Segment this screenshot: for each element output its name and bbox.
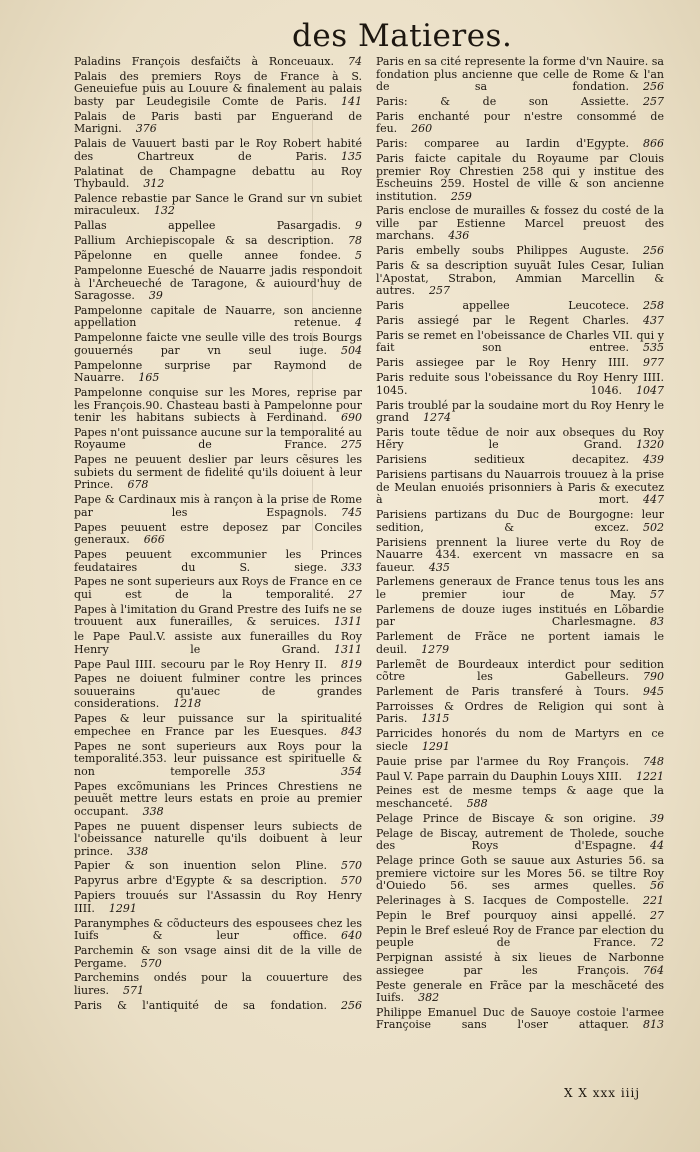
page-reference: 678 bbox=[127, 478, 149, 492]
right-index-entry bbox=[376, 300, 664, 313]
left-index-entry bbox=[74, 604, 362, 629]
entry-text: Paris assiegé par le Regent Charles. bbox=[376, 314, 629, 328]
entry-text: Paris troublé par la soudaine mort du Roy Henry le grand bbox=[376, 398, 664, 425]
page-reference: 447 bbox=[643, 493, 664, 507]
right-index-entry bbox=[376, 260, 664, 298]
page-reference: 437 bbox=[643, 314, 664, 328]
entry-text: Parlemens de douze iuges institués en Lõbardie par Charlesmagne. bbox=[376, 602, 664, 629]
page-reference: 74 bbox=[348, 55, 362, 68]
page-reference: 435 bbox=[428, 560, 450, 574]
right-index-entry bbox=[376, 56, 664, 94]
entry-text: Papier & son inuention selon Pline. bbox=[74, 859, 327, 873]
page-reference: 44 bbox=[650, 839, 664, 853]
left-index-entry bbox=[74, 972, 362, 997]
left-index-entry bbox=[74, 220, 362, 233]
entry-text: Pampelonne Euesché de Nauarre jadis respondoit à l'Archeueché de Taragone, & auiourd'huy de Saragosse. bbox=[74, 264, 362, 303]
entry-text: Parlemens generaux de France tenus tous les ans le premier iour de May. bbox=[376, 575, 664, 601]
right-index-entry bbox=[376, 153, 664, 203]
entry-text: Paladins François desfaičts à Ronceuaux. bbox=[74, 55, 334, 68]
entry-text: Papes excõmunians les Princes Chrestiens ne peuuẽt mettre leurs estats en proie au premier occupant. bbox=[74, 779, 362, 818]
page-reference: 256 bbox=[341, 998, 362, 1012]
page-reference: 338 bbox=[142, 804, 164, 818]
page-reference: 1221 bbox=[636, 769, 664, 783]
page-reference: 78 bbox=[348, 234, 362, 248]
page-reference: 338 bbox=[127, 844, 149, 858]
page-reference: 260 bbox=[411, 122, 433, 136]
left-index-entry bbox=[74, 549, 362, 574]
entry-text: Parlement de Paris transferé à Tours. bbox=[376, 684, 629, 698]
page-reference: 790 bbox=[643, 670, 664, 684]
right-index-entry bbox=[376, 701, 664, 726]
entry-text: Palais des premiers Roys de France à S. Geneuiefue puis au Louure & finalement au palais basty par Leudegisile Comte de Paris. bbox=[74, 69, 362, 108]
left-index-entry bbox=[74, 673, 362, 711]
entry-text: Pãpelonne en quelle annee fondee. bbox=[74, 249, 341, 263]
left-index-entry bbox=[74, 713, 362, 738]
left-index-entry bbox=[74, 265, 362, 303]
page-reference: 333 bbox=[341, 560, 362, 574]
entry-text: Pelage de Biscay, autrement de Tholede, souche des Roys d'Espagne. bbox=[376, 826, 664, 853]
right-index-entry bbox=[376, 357, 664, 370]
left-index-entry bbox=[74, 522, 362, 547]
page-reference: 1274 bbox=[422, 411, 451, 425]
entry-text: Paris: & de son Assiette. bbox=[376, 94, 629, 108]
entry-text: Peines est de mesme temps & aage que la meschanceté. bbox=[376, 784, 664, 810]
left-index-entry bbox=[74, 193, 362, 218]
page-reference: 257 bbox=[643, 94, 664, 108]
entry-text: Peste generale en Frãce par la meschãceté des Iuifs. bbox=[376, 978, 664, 1005]
right-index-entry bbox=[376, 980, 664, 1005]
right-index-entry bbox=[376, 631, 664, 656]
right-index-entry bbox=[376, 245, 664, 258]
page-reference: 39 bbox=[148, 289, 163, 303]
page-reference: 4 bbox=[355, 316, 362, 330]
entry-text: Papes ne puuent dispenser leurs subiects de l'obeissance naturelle qu'ils doibuent à leur prince. bbox=[74, 819, 362, 858]
page-reference: 256 bbox=[643, 244, 664, 258]
left-index-entry bbox=[74, 875, 362, 888]
left-index-entry bbox=[74, 741, 362, 779]
entry-text: Parroisses & Ordres de Religion qui sont à Paris. bbox=[376, 699, 664, 726]
page-reference: 1218 bbox=[173, 697, 202, 711]
left-index-entry bbox=[74, 111, 362, 136]
page-reference: 135 bbox=[341, 149, 362, 163]
right-index-entry bbox=[376, 509, 664, 534]
entry-text: Pelerinages à S. Iacques de Compostelle. bbox=[376, 894, 629, 907]
entry-text: Pampelonne faicte vne seulle ville des trois Bourgs gouuernés par vn seul iuge. bbox=[74, 331, 362, 357]
right-index-entry bbox=[376, 469, 664, 507]
page-reference: 221 bbox=[643, 894, 664, 907]
page-reference: 504 bbox=[341, 343, 362, 357]
right-index-entry bbox=[376, 659, 664, 684]
left-column bbox=[74, 56, 362, 1015]
entry-text: Paris en sa cité represente la forme d'vn Nauire. sa fondation plus ancienne que celle de Rome & l'an de sa fondation. bbox=[376, 55, 664, 93]
entry-text: Pape & Cardinaux mis à rançon à la prise de Rome par les Espagnols. bbox=[74, 493, 362, 519]
page-reference: 436 bbox=[448, 229, 470, 243]
entry-text: Papes peuuent estre deposez par Conciles generaux. bbox=[74, 520, 362, 547]
right-index-entry bbox=[376, 576, 664, 601]
page-reference: 1311 bbox=[334, 615, 362, 629]
page-reference: 275 bbox=[341, 438, 362, 452]
page-reference: 945 bbox=[643, 684, 664, 698]
page-reference: 83 bbox=[650, 615, 664, 629]
right-index-entry bbox=[376, 925, 664, 950]
right-index-entry bbox=[376, 828, 664, 853]
page-reference: 571 bbox=[123, 983, 145, 997]
left-index-entry bbox=[74, 781, 362, 819]
entry-text: Papyrus arbre d'Egypte & sa description. bbox=[74, 874, 327, 888]
entry-text: Papes peuuent excommunier les Princes feudataires du S. siege. bbox=[74, 548, 362, 574]
page-reference: 27 bbox=[650, 908, 664, 922]
page-reference: 382 bbox=[418, 991, 440, 1005]
left-index-entry bbox=[74, 305, 362, 330]
right-index-entry bbox=[376, 728, 664, 753]
page-reference: 257 bbox=[428, 284, 450, 298]
entry-text: Parchemin & son vsage ainsi dit de la ville de Pergame. bbox=[74, 944, 362, 970]
entry-text: Papes ne peuuent deslier par leurs cẽsures les subiets du serment de fidelité qu'ils doiuent à leur Prince. bbox=[74, 453, 362, 492]
right-index-entry bbox=[376, 813, 664, 826]
page-reference: 570 bbox=[140, 956, 162, 970]
right-index-entry bbox=[376, 205, 664, 243]
left-index-entry bbox=[74, 576, 362, 601]
right-index-entry bbox=[376, 138, 664, 151]
entry-text: Pampelonne capitale de Nauarre, son ancienne appellation retenue. bbox=[74, 303, 362, 330]
entry-text: Paris reduite sous l'obeissance du Roy Henry IIII. 1045. 1046. bbox=[376, 371, 664, 397]
right-index-entry bbox=[376, 686, 664, 699]
right-index-entry bbox=[376, 1007, 664, 1032]
entry-text: Palence rebastie par Sance le Grand sur vn subiet miraculeux. bbox=[74, 191, 362, 218]
right-index-entry bbox=[376, 855, 664, 893]
right-index-entry bbox=[376, 910, 664, 923]
entry-text: Pepin le Bref esleué Roy de France par election du peuple de France. bbox=[376, 923, 664, 950]
entry-text: Papiers trouués sur l'Assassin du Roy Henry IIII. bbox=[74, 889, 362, 915]
page-reference: 56 bbox=[650, 879, 664, 893]
entry-text: Pauie prise par l'armee du Roy François. bbox=[376, 754, 629, 768]
entry-text: Pampelonne surprise par Raymond de Nauarre. bbox=[74, 358, 362, 385]
left-index-entry bbox=[74, 1000, 362, 1013]
page-reference: 666 bbox=[143, 533, 165, 547]
entry-text: Palais de Vauuert basti par le Roy Robert habité des Chartreux de Paris. bbox=[74, 137, 362, 163]
right-index-entry bbox=[376, 372, 664, 397]
page-reference: 258 bbox=[643, 299, 664, 313]
page-reference: 764 bbox=[643, 963, 664, 977]
entry-text: Parlement de Frãce ne portent iamais le deuil. bbox=[376, 630, 664, 656]
entry-text: Papes ne doiuent fulminer contre les princes souuerains qu'auec de grandes considerations. bbox=[74, 672, 362, 711]
entry-text: Paris faicte capitale du Royaume par Clouis premier Roy Chrestien 258 qui y institue des Escheuins 259. Hostel de ville & son ancienne institution. bbox=[376, 152, 664, 203]
left-index-entry bbox=[74, 427, 362, 452]
left-index-entry bbox=[74, 166, 362, 191]
left-index-entry bbox=[74, 918, 362, 943]
entry-text: Parisiens seditieux decapitez. bbox=[376, 453, 629, 467]
right-index-entry bbox=[376, 537, 664, 575]
entry-text: Philippe Emanuel Duc de Sauoye costoie l'armee Françoise sans l'oser attaquer. bbox=[376, 1005, 664, 1032]
page-reference: 353 354 bbox=[244, 764, 362, 778]
entry-text: Parricides honorés du nom de Martyrs en ce siecle bbox=[376, 727, 664, 753]
right-index-entry bbox=[376, 330, 664, 355]
left-index-entry bbox=[74, 332, 362, 357]
entry-text: Papes ne sont superieurs aux Roys de France en ce qui est de la temporalité. bbox=[74, 575, 362, 601]
entry-text: Paul V. Pape parrain du Dauphin Louys XIII. bbox=[376, 769, 622, 783]
entry-text: Perpignan assisté à six lieues de Narbonne assiegee par les François. bbox=[376, 951, 664, 977]
entry-text: Paris toute tẽdue de noir aux obseques du Roy Hẽry le Grand. bbox=[376, 425, 664, 452]
left-index-entry bbox=[74, 250, 362, 263]
entry-text: Paranymphes & cõducteurs des espousees chez les Iuifs & leur office. bbox=[74, 916, 362, 943]
entry-text: Pelage Prince de Biscaye & son origine. bbox=[376, 811, 636, 825]
right-index-entry bbox=[376, 96, 664, 109]
page-reference: 259 bbox=[450, 189, 472, 203]
right-index-entry bbox=[376, 756, 664, 769]
right-index-entry bbox=[376, 604, 664, 629]
right-column bbox=[376, 56, 664, 1034]
page-reference: 748 bbox=[643, 754, 664, 768]
left-index-entry bbox=[74, 71, 362, 109]
right-index-entry bbox=[376, 400, 664, 425]
page-reference: 570 bbox=[341, 874, 362, 888]
entry-text: Pepin le Bref pourquoy ainsi appellé. bbox=[376, 908, 636, 922]
left-index-entry bbox=[74, 659, 362, 672]
page-reference: 57 bbox=[650, 587, 664, 601]
left-index-entry bbox=[74, 138, 362, 163]
entry-text: Parisiens prennent la liuree verte du Roy de Nauarre 434. exercent vn massacre en sa faueur. bbox=[376, 535, 664, 574]
left-index-entry bbox=[74, 821, 362, 859]
page-reference: 165 bbox=[138, 371, 160, 385]
entry-text: Pampelonne conquise sur les Mores, reprise par les François.90. Chasteau basti à Pampelonne pour tenir les habitans subiects à Ferdinand. bbox=[74, 386, 362, 425]
page-reference: 1279 bbox=[421, 642, 450, 656]
left-index-entry bbox=[74, 631, 362, 656]
entry-text: Pallium Archiepiscopale & sa description. bbox=[74, 234, 334, 248]
entry-text: Palais de Paris basti par Enguerand de Marigni. bbox=[74, 109, 362, 136]
page-reference: 256 bbox=[643, 80, 664, 93]
left-index-entry bbox=[74, 860, 362, 873]
page-reference: 1320 bbox=[636, 438, 664, 452]
page-reference: 1315 bbox=[421, 712, 450, 726]
right-index-entry bbox=[376, 952, 664, 977]
page-reference: 588 bbox=[466, 796, 488, 810]
page-reference: 843 bbox=[341, 724, 362, 738]
page-reference: 535 bbox=[643, 341, 664, 355]
page-header: des Matieres. bbox=[292, 18, 513, 54]
entry-text: Paris & sa description suyuãt Iules Cesar, Iulian l'Apostat, Strabon, Ammian Marcellin & autres. bbox=[376, 259, 664, 298]
page-reference: 312 bbox=[143, 177, 165, 191]
page-reference: 745 bbox=[341, 505, 362, 519]
page-reference: 819 bbox=[341, 657, 362, 671]
page-reference: 39 bbox=[650, 811, 664, 825]
signature-mark: X X xxx iiij bbox=[564, 1086, 641, 1100]
entry-text: Papes n'ont puissance aucune sur la temporalité au Royaume de France. bbox=[74, 425, 362, 452]
right-index-entry bbox=[376, 454, 664, 467]
page-reference: 439 bbox=[643, 453, 664, 467]
page-reference: 640 bbox=[341, 929, 362, 943]
entry-text: Parchemins ondés pour la couuerture des liures. bbox=[74, 971, 362, 997]
page-reference: 1291 bbox=[108, 901, 137, 915]
page-reference: 5 bbox=[355, 249, 362, 263]
entry-text: Parlemẽt de Bourdeaux interdict pour sedition cõtre les Gabelleurs. bbox=[376, 657, 664, 684]
page-reference: 141 bbox=[341, 94, 362, 108]
entry-text: Papes à l'imitation du Grand Prestre des Iuifs ne se trouuent aux funerailles, & seruices. bbox=[74, 602, 362, 629]
right-index-entry bbox=[376, 785, 664, 810]
page-reference: 866 bbox=[643, 137, 664, 151]
page-reference: 1047 bbox=[636, 383, 664, 397]
entry-text: Paris: comparee au Iardin d'Egypte. bbox=[376, 137, 629, 151]
page-reference: 1311 bbox=[334, 642, 362, 656]
page-reference: 132 bbox=[153, 204, 175, 218]
entry-text: Paris enclose de murailles & fossez du costé de la ville par Estienne Marcel preuost des marchans. bbox=[376, 204, 664, 243]
left-index-entry bbox=[74, 235, 362, 248]
right-index-entry bbox=[376, 427, 664, 452]
page-reference: 376 bbox=[135, 122, 157, 136]
entry-text: Paris se remet en l'obeissance de Charles VII. qui y fait son entree. bbox=[376, 328, 664, 355]
left-index-entry bbox=[74, 360, 362, 385]
left-index-entry bbox=[74, 387, 362, 425]
page-reference: 502 bbox=[643, 520, 664, 534]
page-reference: 72 bbox=[650, 936, 664, 950]
page-reference: 1291 bbox=[421, 739, 450, 753]
right-index-entry bbox=[376, 315, 664, 328]
entry-text: Parisiens partisans du Nauarrois trouuez à la prise de Meulan enuoiés prisonniers à Paris & executez à mort. bbox=[376, 468, 664, 507]
entry-text: Papes & leur puissance sur la spiritualité empechee en France par les Euesques. bbox=[74, 712, 362, 738]
page-reference: 27 bbox=[348, 587, 362, 601]
page-reference: 690 bbox=[341, 411, 362, 425]
page-reference: 9 bbox=[355, 219, 362, 233]
right-index-entry bbox=[376, 895, 664, 908]
left-index-entry bbox=[74, 890, 362, 915]
left-index-entry bbox=[74, 454, 362, 492]
right-index-entry bbox=[376, 771, 664, 784]
entry-text: Pape Paul IIII. secouru par le Roy Henry II. bbox=[74, 657, 327, 671]
entry-text: Pallas appellee Pasargadis. bbox=[74, 219, 341, 233]
page-reference: 570 bbox=[341, 859, 362, 873]
page-reference: 813 bbox=[643, 1018, 664, 1032]
entry-text: Paris & l'antiquité de sa fondation. bbox=[74, 998, 327, 1012]
left-index-entry bbox=[74, 56, 362, 69]
entry-text: le Pape Paul.V. assiste aux funerailles du Roy Henry le Grand. bbox=[74, 630, 362, 656]
entry-text: Parisiens partizans du Duc de Bourgogne: leur sedition, & excez. bbox=[376, 508, 664, 534]
left-index-entry bbox=[74, 945, 362, 970]
left-index-entry bbox=[74, 494, 362, 519]
entry-text: Pelage prince Goth se sauue aux Asturies 56. sa premiere victoire sur les Mores 56. se tiltre Roy d'Ouiedo 56. ses armes quelles. bbox=[376, 854, 664, 893]
entry-text: Paris embelly soubs Philippes Auguste. bbox=[376, 244, 629, 258]
entry-text: Paris enchanté pour n'estre consommé de feu. bbox=[376, 109, 664, 136]
right-index-entry bbox=[376, 111, 664, 136]
page-reference: 977 bbox=[643, 356, 664, 370]
entry-text: Paris assiegee par le Roy Henry IIII. bbox=[376, 356, 629, 370]
entry-text: Paris appellee Leucotece. bbox=[376, 299, 629, 313]
entry-text: Palatinat de Champagne debattu au Roy Thybauld. bbox=[74, 164, 362, 191]
entry-text: Papes ne sont superieurs aux Roys pour la temporalité.353. leur puissance est spirituelle & non temporelle bbox=[74, 739, 362, 778]
